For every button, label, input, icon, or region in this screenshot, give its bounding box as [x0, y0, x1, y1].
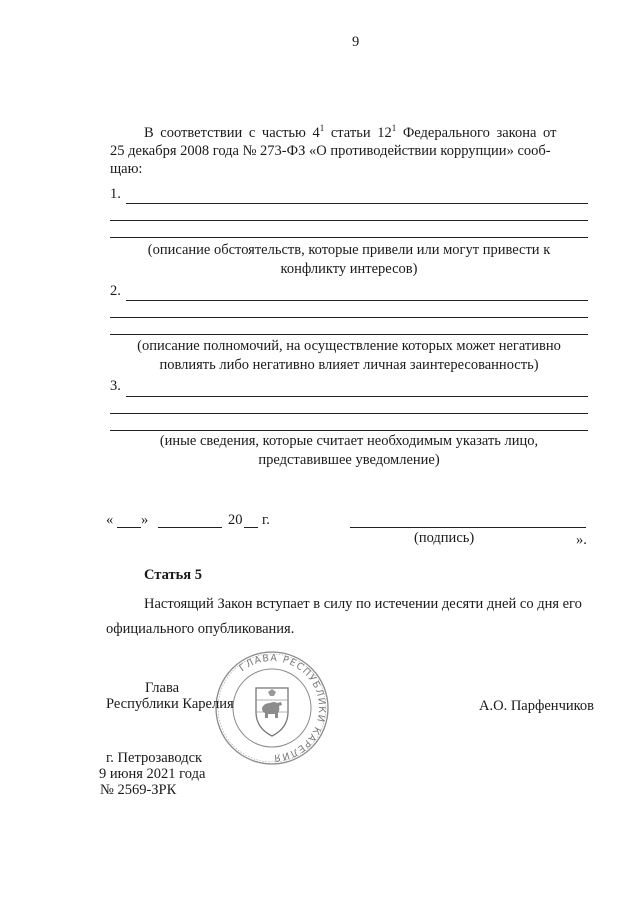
signatory-name: А.О. Парфенчиков [479, 698, 595, 714]
intro-line-1: В соответствии с частью $4^1$ статьи $12^1$ Федерального закона от [144, 123, 557, 141]
signature-label: (подпись) [414, 530, 475, 546]
item-3-number: 3. [110, 378, 121, 394]
signature-close-quote: ». [576, 532, 587, 548]
item-2-caption-line-1: (описание полномочий, на осуществление которых может негативно [137, 338, 561, 354]
item-2-caption [110, 337, 588, 375]
signatory-title-line-2: Республики Карелия [106, 696, 234, 712]
date-close-quote: » [141, 512, 149, 528]
signatory-title-line-1: Глава [145, 680, 180, 696]
item-3-caption [110, 432, 588, 470]
item-2-blank-line-3 [110, 334, 588, 335]
date-year-prefix: 20 [228, 512, 243, 528]
footer-date: 9 июня 2021 года [99, 766, 206, 782]
page-number: 9 [352, 34, 360, 50]
item-1-blank-line-3 [110, 237, 588, 238]
date-day-blank [117, 527, 141, 528]
item-2-blank-line-1 [126, 300, 588, 301]
item-3-blank-line-1 [126, 396, 588, 397]
item-1-caption [110, 241, 588, 279]
item-2-number: 2. [110, 283, 121, 299]
item-3-blank-line-2 [110, 413, 588, 414]
item-1-number: 1. [110, 186, 121, 202]
footer-number: № 2569-ЗРК [100, 782, 177, 798]
item-3-caption-line-1: (иные сведения, которые считает необходимым указать лицо, [159, 433, 539, 449]
footer-city: г. Петрозаводск [106, 750, 203, 766]
item-1-caption-line-2: конфликту интересов) [280, 261, 418, 277]
item-1-caption-line-1: (описание обстоятельств, которые привели или могут привести к [147, 242, 551, 258]
item-2-caption-line-2: повлиять либо негативно влияет личная заинтересованность) [159, 357, 539, 373]
date-open-quote: « [106, 512, 114, 528]
article-heading: Статья 5 [144, 567, 202, 583]
intro-line-2: 25 декабря 2008 года № 273-ФЗ «О противодействии коррупции» сооб- [110, 143, 551, 159]
intro-line-3: щаю: [110, 161, 143, 177]
date-month-blank [158, 527, 222, 528]
seal-text: ГЛАВА РЕСПУБЛИКИ КАРЕЛИЯ [237, 652, 328, 764]
item-2-blank-line-2 [110, 317, 588, 318]
item-3-caption-line-2: представившее уведомление) [258, 452, 440, 468]
article-line-2: официального опубликования. [106, 621, 295, 637]
svg-text:ГЛАВА РЕСПУБЛИКИ КАРЕЛИЯ [237, 653, 327, 763]
signature-blank [350, 527, 586, 528]
item-3-blank-line-3 [110, 430, 588, 431]
date-year-blank [244, 527, 258, 528]
item-1-blank-line-2 [110, 220, 588, 221]
item-1-blank-line-1 [126, 203, 588, 204]
date-year-suffix: г. [262, 512, 270, 528]
article-line-1: Настоящий Закон вступает в силу по истечении десяти дней со дня его [144, 596, 582, 612]
